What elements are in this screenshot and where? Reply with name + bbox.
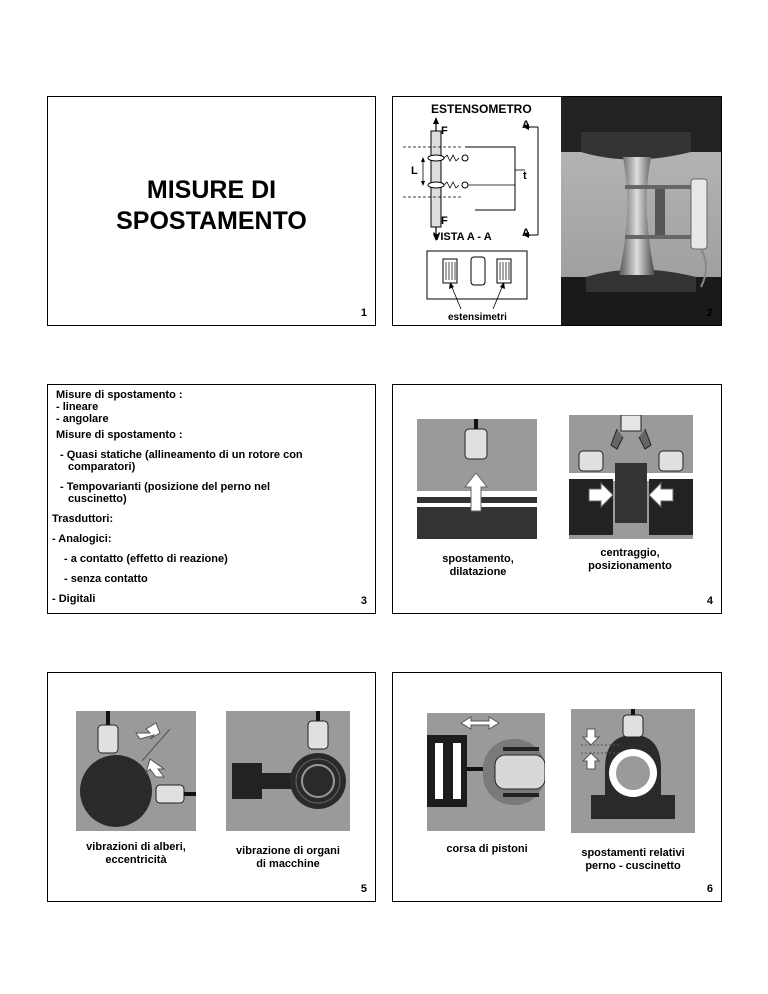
shaft-vibration-illustration (76, 711, 196, 831)
text-line: - Analogici: (52, 533, 112, 545)
text-line: - Tempovarianti (posizione del perno nel (60, 481, 271, 493)
label-a-top: A (522, 119, 530, 131)
slide-number: 4 (706, 595, 713, 607)
label-a-bottom: A (522, 227, 530, 239)
text-line: - Quasi statiche (allineamento di un rotore con (60, 449, 303, 461)
title-line-2: SPOSTAMENTO (116, 207, 307, 235)
label-f-bottom: F (441, 215, 448, 227)
gauges-label: estensimetri (448, 312, 507, 323)
text-line: - lineare (56, 401, 99, 413)
piston-stroke-illustration (427, 713, 545, 831)
text-line: - angolare (56, 413, 109, 425)
slide-6 (392, 672, 722, 902)
caption-piston-stroke: corsa di pistoni (446, 843, 528, 855)
slide-2 (392, 96, 722, 326)
text-line: - senza contatto (64, 573, 148, 585)
bearing-displacement-illustration (571, 709, 695, 833)
text-line: - Digitali (52, 593, 96, 605)
slide-number: 5 (360, 883, 367, 895)
text-line: cuscinetto) (68, 493, 127, 505)
centering-illustration (569, 415, 693, 539)
slide-4 (392, 384, 722, 614)
text-line: Trasduttori: (52, 513, 114, 525)
view-label: VISTA A - A (433, 231, 492, 243)
caption-centering: centraggio, posizionamento (588, 547, 672, 572)
text-line: Misure di spostamento : (56, 389, 183, 401)
label-l: L (411, 165, 418, 177)
slide-number: 1 (360, 307, 367, 319)
extensometer-diagram (393, 115, 553, 245)
slide-1-title (48, 175, 375, 237)
title-line-1: MISURE DI (146, 176, 277, 204)
caption-displacement: spostamento, dilatazione (442, 553, 514, 578)
slide-3 (47, 384, 376, 614)
section-view (423, 247, 533, 317)
text-line: - a contatto (effetto di reazione) (64, 553, 228, 565)
text-line: comparatori) (68, 461, 136, 473)
text-line: Misure di spostamento : (56, 429, 183, 441)
slide-number: 2 (706, 307, 713, 319)
caption-bearing: spostamenti relativi perno - cuscinetto (581, 847, 685, 872)
slide-number: 3 (360, 595, 367, 607)
caption-machine-vibration: vibrazione di organi di macchine (236, 845, 340, 870)
slide-5 (47, 672, 376, 902)
extensometer-photo (561, 97, 721, 325)
label-t: t (523, 170, 527, 182)
displacement-illustration (417, 419, 537, 539)
machine-vibration-illustration (226, 711, 350, 831)
slide-number: 6 (706, 883, 713, 895)
slide-1 (47, 96, 376, 326)
extensometer-title: ESTENSOMETRO (431, 102, 532, 116)
caption-shaft-vibration: vibrazioni di alberi, eccentricità (86, 841, 186, 866)
label-f-top: F (441, 125, 448, 137)
